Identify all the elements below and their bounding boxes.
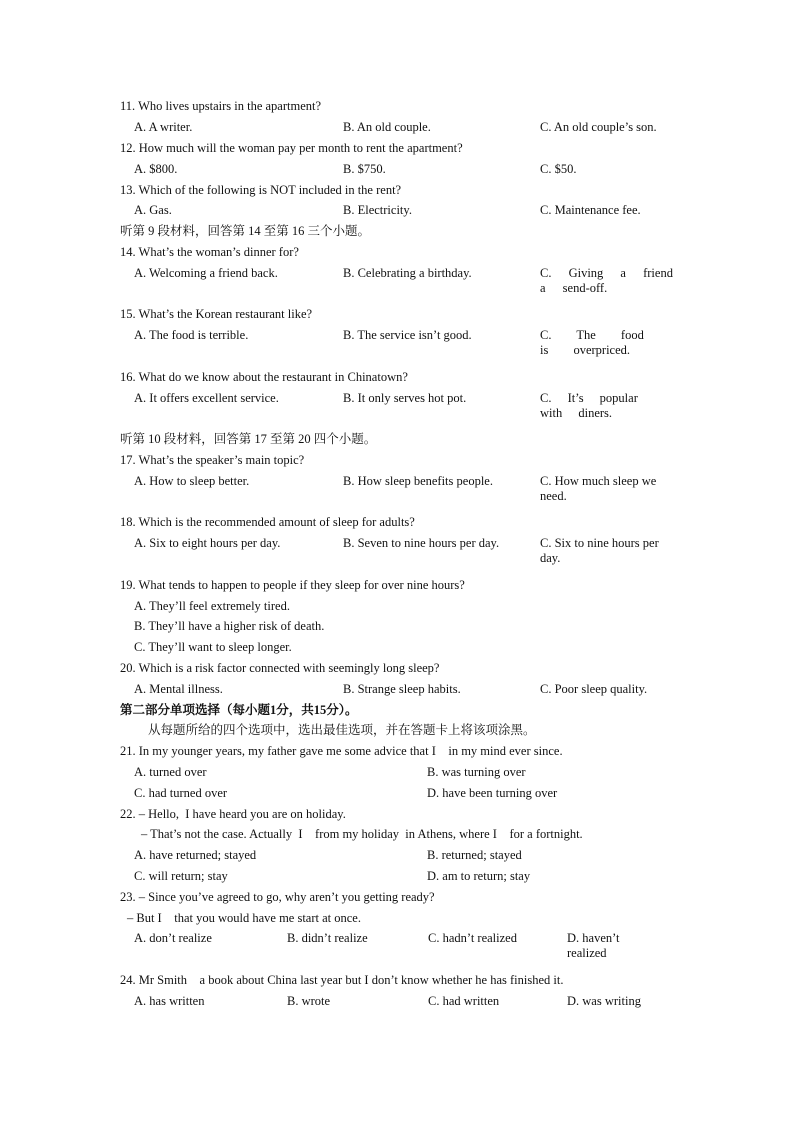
q13-option-a: A. Gas. bbox=[134, 203, 172, 217]
q24-option-d: D. was writing bbox=[567, 994, 641, 1008]
q16-option-a: A. It offers excellent service. bbox=[134, 391, 279, 405]
question-14-stem: 14. What’s the woman’s dinner for? bbox=[120, 245, 299, 259]
q20-option-c: C. Poor sleep quality. bbox=[540, 682, 648, 696]
question-16-stem: 16. What do we know about the restaurant in Chinatown? bbox=[120, 370, 408, 384]
q20-option-a: A. Mental illness. bbox=[134, 682, 223, 696]
q20-option-b: B. Strange sleep habits. bbox=[343, 682, 461, 696]
question-21-stem: 21. In my younger years, my father gave me some advice that I in my mind ever since. bbox=[120, 744, 563, 758]
q23-option-b: B. didn’t realize bbox=[287, 931, 368, 945]
q24-option-a: A. has written bbox=[134, 994, 205, 1008]
q22-option-b: B. returned; stayed bbox=[427, 848, 522, 862]
q18-option-b: B. Seven to nine hours per day. bbox=[343, 536, 500, 550]
q18-option-c: C. Six to nine hours per day. bbox=[540, 536, 659, 565]
q13-option-c: C. Maintenance fee. bbox=[540, 203, 641, 217]
q24-option-b: B. wrote bbox=[287, 994, 331, 1008]
q21-option-c: C. had turned over bbox=[134, 786, 228, 800]
q12-option-b: B. $750. bbox=[343, 162, 386, 176]
q15-option-b: B. The service isn’t good. bbox=[343, 328, 472, 342]
q21-option-d: D. have been turning over bbox=[427, 786, 558, 800]
q17-option-b: B. How sleep benefits people. bbox=[343, 474, 493, 488]
q22-option-d: D. am to return; stay bbox=[427, 869, 531, 883]
q12-option-a: A. $800. bbox=[134, 162, 178, 176]
part2-instruction: 从每题所给的四个选项中，选出最佳选项，并在答题卡上将该项涂黑。 bbox=[148, 723, 536, 737]
q17-option-a: A. How to sleep better. bbox=[134, 474, 250, 488]
question-20-stem: 20. Which is a risk factor connected with seemingly long sleep? bbox=[120, 661, 440, 675]
question-22-stem: 22. – Hello, I have heard you are on holiday. bbox=[120, 807, 346, 821]
question-22-stem-reply: – That’s not the case. Actually I from my holiday in Athens, where I for a fortnight. bbox=[141, 827, 583, 841]
q19-option-c: C. They’ll want to sleep longer. bbox=[134, 640, 292, 654]
question-13-stem: 13. Which of the following is NOT included in the rent? bbox=[120, 183, 402, 197]
question-24-stem: 24. Mr Smith a book about China last year but I don’t know whether he has finished it. bbox=[120, 973, 564, 987]
question-11-stem: 11. Who lives upstairs in the apartment? bbox=[120, 99, 322, 113]
q14-option-a: A. Welcoming a friend back. bbox=[134, 266, 278, 280]
q23-option-a: A. don’t realize bbox=[134, 931, 212, 945]
q21-option-b: B. was turning over bbox=[427, 765, 526, 779]
section-note-passage-9: 听第 9 段材料，回答第 14 至第 16 三个小题。 bbox=[120, 224, 371, 238]
question-17-stem: 17. What’s the speaker’s main topic? bbox=[120, 453, 305, 467]
q23-option-d: D. haven’t realized bbox=[567, 931, 620, 960]
q11-option-b: B. An old couple. bbox=[343, 120, 431, 134]
q22-option-a: A. have returned; stayed bbox=[134, 848, 257, 862]
question-19-stem: 19. What tends to happen to people if they sleep for over nine hours? bbox=[120, 578, 465, 592]
question-18-stem: 18. Which is the recommended amount of sleep for adults? bbox=[120, 515, 415, 529]
q14-option-b: B. Celebrating a birthday. bbox=[343, 266, 472, 280]
question-15-stem: 15. What’s the Korean restaurant like? bbox=[120, 307, 313, 321]
q19-option-a: A. They’ll feel extremely tired. bbox=[134, 599, 290, 613]
q14-option-c: C. Giving a friend a send-off. bbox=[540, 266, 673, 295]
q23-option-c: C. hadn’t realized bbox=[428, 931, 517, 945]
section-note-passage-10: 听第 10 段材料，回答第 17 至第 20 四个小题。 bbox=[120, 432, 377, 446]
q11-option-a: A. A writer. bbox=[134, 120, 193, 134]
question-12-stem: 12. How much will the woman pay per month to rent the apartment? bbox=[120, 141, 463, 155]
q13-option-b: B. Electricity. bbox=[343, 203, 412, 217]
question-23-stem: 23. – Since you’ve agreed to go, why aren’t you getting ready? bbox=[120, 890, 435, 904]
q12-option-c: C. $50. bbox=[540, 162, 577, 176]
q16-option-c: C. It’s popular with diners. bbox=[540, 391, 638, 420]
q18-option-a: A. Six to eight hours per day. bbox=[134, 536, 281, 550]
q24-option-c: C. had written bbox=[428, 994, 500, 1008]
q22-option-c: C. will return; stay bbox=[134, 869, 228, 883]
question-23-stem-reply: – But I that you would have me start at once. bbox=[127, 911, 361, 925]
q16-option-b: B. It only serves hot pot. bbox=[343, 391, 467, 405]
q11-option-c: C. An old couple’s son. bbox=[540, 120, 657, 134]
q17-option-c: C. How much sleep we need. bbox=[540, 474, 657, 503]
q15-option-c: C. The food is overpriced. bbox=[540, 328, 644, 357]
q21-option-a: A. turned over bbox=[134, 765, 207, 779]
part2-heading: 第二部分单项选择（每小题1分，共15分）。 bbox=[120, 703, 358, 717]
q15-option-a: A. The food is terrible. bbox=[134, 328, 249, 342]
q19-option-b: B. They’ll have a higher risk of death. bbox=[134, 619, 325, 633]
